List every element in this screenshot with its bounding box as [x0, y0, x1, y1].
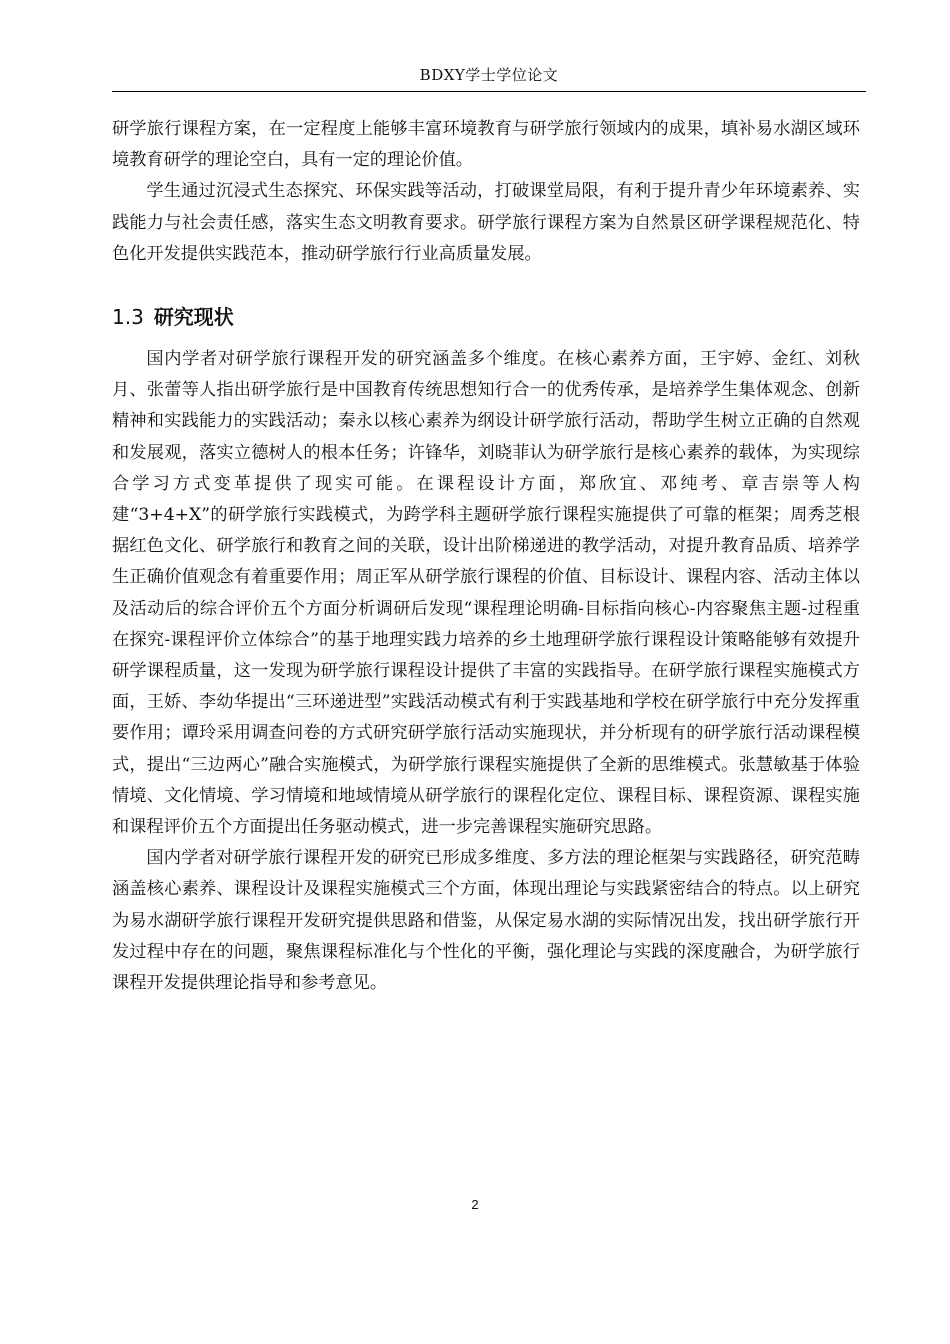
section-title: 研究现状: [153, 305, 234, 330]
page-header: BDXY学士学位论文: [419, 66, 559, 84]
section-number: 1.3: [112, 305, 144, 330]
section-heading: [112, 302, 860, 332]
paragraph-continuation: 研学旅行课程方案，在一定程度上能够丰富环境教育与研学旅行领域内的成果，填补易水湖区域环境教育研学的理论空白，具有一定的理论价值。: [112, 119, 860, 171]
paragraph-research-review: 国内学者对研学旅行课程开发的研究涵盖多个维度。在核心素养方面，王宇婷、金红、刘秋月、张蕾等人指出研学旅行是中国教育传统思想知行合一的优秀传承，是培养学生集体观念、创新精神和实践能力的实践活动；秦永以核心素养为纲设计研学旅行活动，帮助学生树立正确的自然观和发展观，落实立德树人的根本任务；许锋华，刘晓菲认为研学旅行是核心素养的载体，为实现综合学习方式变革提供了现实可能。在课程设计方面，郑欣宜、邓纯考、章吉崇等人构建“3+4+X”的研学旅行实践模式，为跨学科主题研学旅行课程实施提供了可靠的框架；周秀芝根据红色文化、研学旅行和教育之间的关联，设计出阶梯递进的教学活动，对提升教育品质、培养学生正确价值观念有着重要作用；周正军从研学旅行课程的价值、目标设计、课程内容、活动主体以及活动后的综合评价五个方面分析调研后发现“课程理论明确-目标指向核心-内容聚焦主题-过程重在探究-课程评价立体综合”的基于地理实践力培养的乡土地理研学旅行课程设计策略能够有效提升研学课程质量，这一发现为研学旅行课程设计提供了丰富的实践指导。在研学旅行课程实施模式方面，王娇、李幼华提出“三环递进型”实践活动模式有利于实践基地和学校在研学旅行中充分发挥重要作用；谭玲采用调查问卷的方式研究研学旅行活动实施现状，并分析现有的研学旅行活动课程模式，提出“三边两心”融合实施模式，为研学旅行课程实施提供了全新的思维模式。张慧敏基于体验情境、文化情境、学习情境和地域情境从研学旅行的课程化定位、课程目标、课程资源、课程实施和课程评价五个方面提出任务驱动模式，进一步完善课程实施研究思路。: [112, 349, 860, 838]
header-rule: [112, 91, 866, 92]
paragraph-significance: 学生通过沉浸式生态探究、环保实践等活动，打破课堂局限，有利于提升青少年环境素养、实践能力与社会责任感，落实生态文明教育要求。研学旅行课程方案为自然景区研学课程规范化、特色化开发提供实践范本，推动研学旅行行业高质量发展。: [112, 181, 860, 264]
page-number: 2: [471, 1197, 479, 1212]
page-body: [112, 114, 860, 999]
paragraph-research-summary: 国内学者对研学旅行课程开发的研究已形成多维度、多方法的理论框架与实践路径，研究范畴涵盖核心素养、课程设计及课程实施模式三个方面，体现出理论与实践紧密结合的特点。以上研究为易水湖研学旅行课程开发研究提供思路和借鉴，从保定易水湖的实际情况出发，找出研学旅行开发过程中存在的问题，聚焦课程标准化与个性化的平衡，强化理论与实践的深度融合，为研学旅行课程开发提供理论指导和参考意见。: [112, 848, 860, 994]
